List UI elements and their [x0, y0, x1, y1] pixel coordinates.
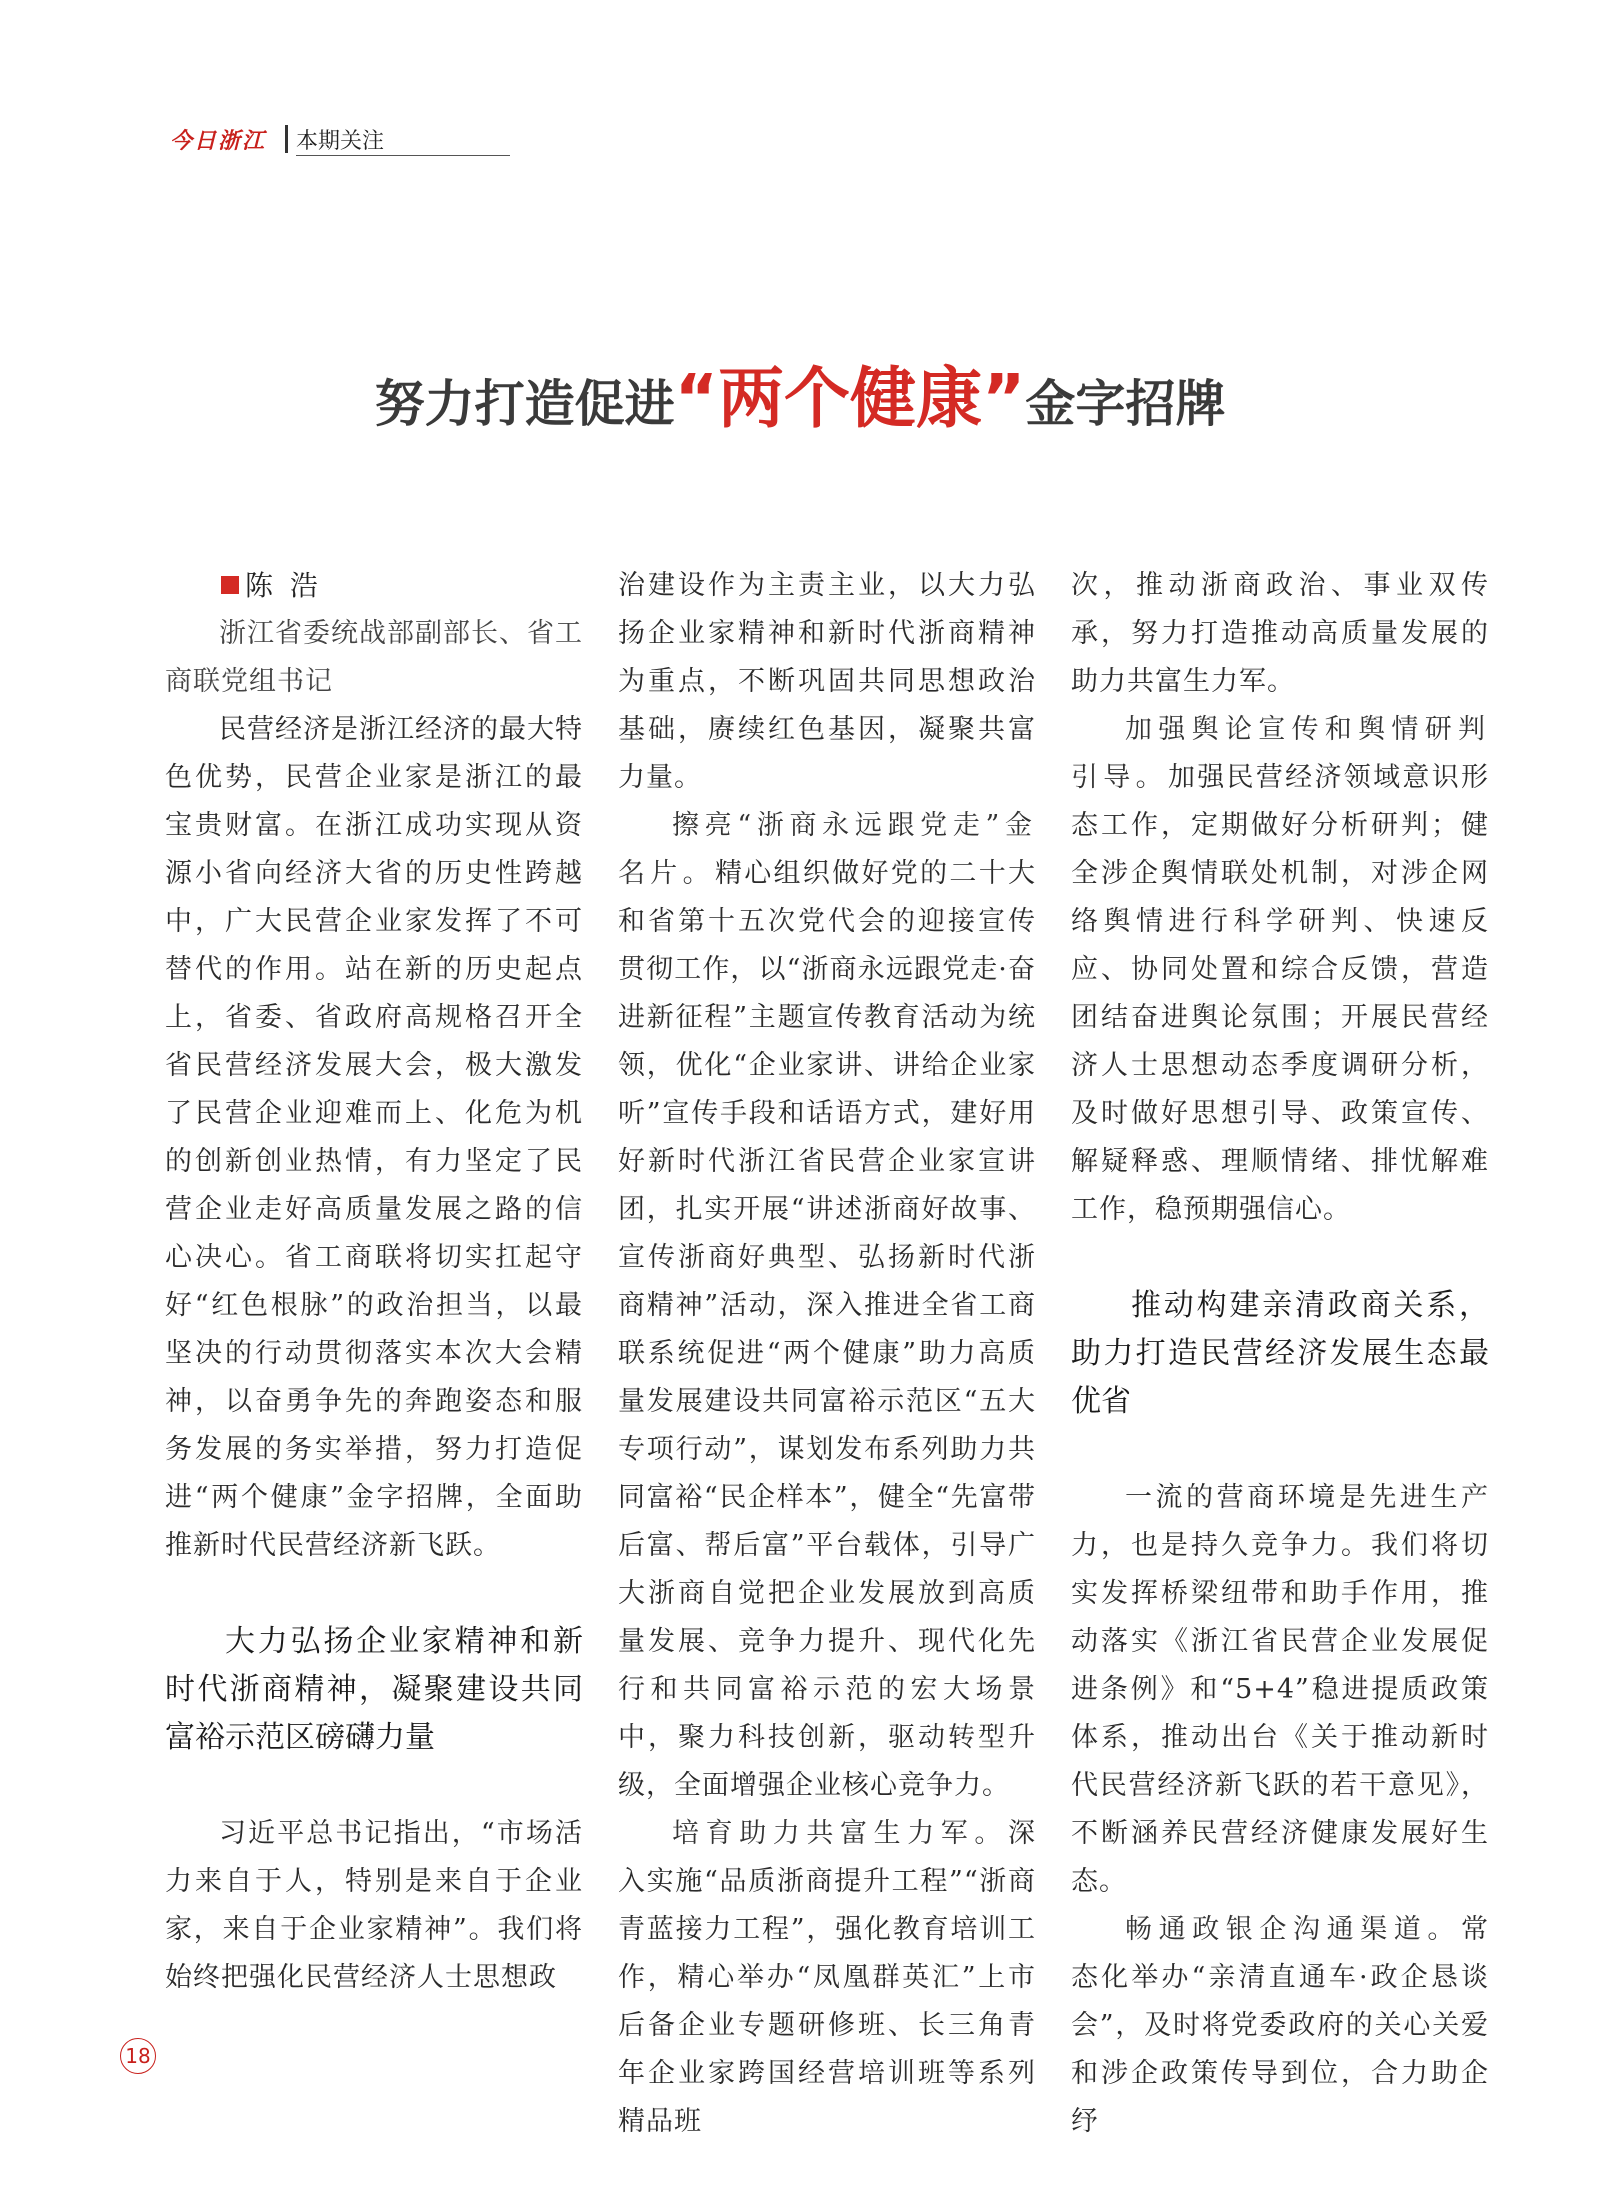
- title-part-2: 金字招牌: [1025, 375, 1226, 433]
- paragraph: [618, 1810, 1036, 2146]
- author-marker: [221, 576, 239, 594]
- paragraph-body: 深入实施“品质浙商提升工程”“浙商青蓝接力工程”，强化教育培训工作，精心举办“凤凰群英汇”上市后备企业专题研修班、长三角青年企业家跨国经营培训班等系列精品班: [618, 1818, 1036, 2137]
- paragraph-lead: 培育助力共富生力军。: [672, 1818, 1008, 1849]
- author-name: 陈 浩: [245, 569, 322, 602]
- section-subheading: 大力弘扬企业家精神和新时代浙商精神，凝聚建设共同富裕示范区磅礴力量: [165, 1624, 583, 1755]
- title-part-1: 努力打造促进: [374, 375, 675, 433]
- header-rule: [296, 155, 510, 156]
- author-byline: [165, 562, 583, 610]
- title-highlight: “两个健康”: [674, 360, 1026, 437]
- page-number: 18: [120, 2038, 156, 2074]
- column-1: [165, 562, 583, 2002]
- magazine-logo: 今日浙江: [170, 129, 267, 154]
- column-3: [1071, 562, 1489, 2146]
- paragraph: 一流的营商环境是先进生产力，也是持久竞争力。我们将切实发挥桥梁纽带和助手作用，推动落实《浙江省民营企业发展促进条例》和“5+4”稳进提质政策体系，推动出台《关于推动新时代民营经济新飞跃的若干意见》，不断涵养民营经济健康发展好生态。: [1071, 1482, 1489, 1897]
- article-title: [0, 345, 1600, 440]
- paragraph: 次，推动浙商政治、事业双传承，努力打造推动高质量发展的助力共富生力军。: [1071, 570, 1489, 697]
- paragraph-body: 加强民营经济领域意识形态工作，定期做好分析研判；健全涉企舆情联处机制，对涉企网络舆情进行科学研判、快速反应、协同处置和综合反馈，营造团结奋进舆论氛围；开展民营经济人士思想动态季度调研分析，及时做好思想引导、政策宣传、解疑释惑、理顺情绪、排忧解难工作，稳预期强信心。: [1071, 762, 1490, 1225]
- paragraph: [1071, 1906, 1489, 2146]
- column-2: [618, 562, 1036, 2146]
- paragraph: 民营经济是浙江经济的最大特色优势，民营企业家是浙江的最宝贵财富。在浙江成功实现从资源小省向经济大省的历史性跨越中，广大民营企业家发挥了不可替代的作用。站在新的历史起点上，省委、省政府高规格召开全省民营经济发展大会，极大激发了民营企业迎难而上、化危为机的创新创业热情，有力坚定了民营企业走好高质量发展之路的信心决心。省工商联将切实扛起守好“红色根脉”的政治担当，以最坚决的行动贯彻落实本次大会精神，以奋勇争先的奔跑姿态和服务发展的务实举措，努力打造促进“两个健康”金字招牌，全面助推新时代民营经济新飞跃。: [165, 714, 583, 1561]
- paragraph-lead: 加强舆论宣传和舆情研判引导。: [1071, 714, 1489, 793]
- paragraph: 治建设作为主责主业，以大力弘扬企业家精神和新时代浙商精神为重点，不断巩固共同思想政治基础，赓续红色基因，凝聚共富力量。: [618, 570, 1036, 793]
- section-subheading: 推动构建亲清政商关系，助力打造民营经济发展生态最优省: [1071, 1288, 1489, 1419]
- paragraph-lead: 畅通政银企沟通渠道。: [1125, 1914, 1461, 1945]
- paragraph-body: 常态化举办“亲清直通车·政企恳谈会”，及时将党委政府的关心关爱和涉企政策传导到位，合力助企纾: [1071, 1914, 1489, 2137]
- paragraph-lead: 擦亮“浙商永远跟党走”金名片。: [618, 810, 1036, 889]
- header-divider: [285, 125, 288, 153]
- paragraph: [618, 802, 1036, 1810]
- paragraph: [1071, 706, 1489, 1234]
- section-label: 本期关注: [296, 129, 385, 154]
- paragraph-body: 精心组织做好党的二十大和省第十五次党代会的迎接宣传贯彻工作，以“浙商永远跟党走·奋进新征程”主题宣传教育活动为统领，优化“企业家讲、讲给企业家听”宣传手段和话语方式，建好用好新时代浙江省民营企业家宣讲团，扎实开展“讲述浙商好故事、宣传浙商好典型、弘扬新时代浙商精神”活动，深入推进全省工商联系统促进“两个健康”助力高质量发展建设共同富裕示范区“五大专项行动”，谋划发布系列助力共同富裕“民企样本”，健全“先富带后富、帮后富”平台载体，引导广大浙商自觉把企业发展放到高质量发展、竞争力提升、现代化先行和共同富裕示范的宏大场景中，聚力科技创新，驱动转型升级，全面增强企业核心竞争力。: [618, 858, 1037, 1801]
- paragraph: 习近平总书记指出，“市场活力来自于人，特别是来自于企业家，来自于企业家精神”。我们将始终把强化民营经济人士思想政: [165, 1818, 583, 1993]
- author-affiliation: 浙江省委统战部副部长、省工商联党组书记: [165, 618, 583, 697]
